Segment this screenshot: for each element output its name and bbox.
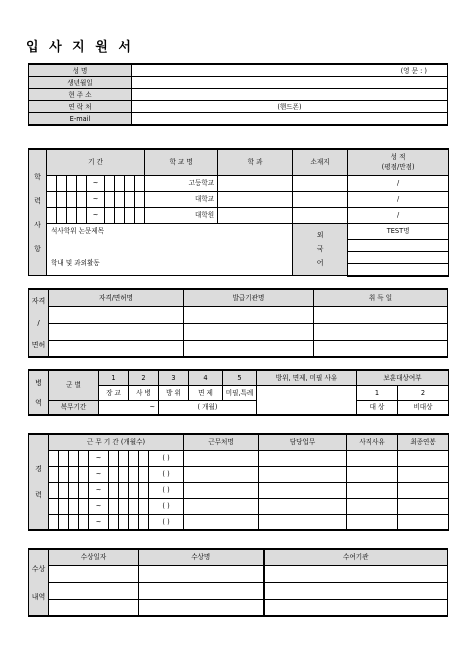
award-date-header: 수상일자 bbox=[49, 549, 139, 565]
career-months[interactable]: ( ) bbox=[149, 514, 184, 530]
career-salary-header: 최종연봉 bbox=[398, 434, 449, 450]
military-reason-header: 방위, 면제, 미필 사유 bbox=[257, 370, 357, 385]
test-name-header: TEST명 bbox=[348, 223, 449, 239]
birthdate-field[interactable] bbox=[132, 77, 448, 89]
edu-school-high: 고등학교 bbox=[145, 175, 218, 191]
military-type-officer[interactable]: 장 교 bbox=[99, 385, 129, 400]
edu-tilde: ~ bbox=[87, 207, 105, 223]
veteran-num-1: 1 bbox=[357, 385, 398, 400]
contact-label: 연 락 처 bbox=[29, 101, 132, 113]
service-months[interactable]: ( 개월) bbox=[159, 400, 257, 415]
edu-school-header: 학 교 명 bbox=[145, 149, 218, 175]
edu-major-header: 학 과 bbox=[218, 149, 293, 175]
career-reason-header: 사직사유 bbox=[347, 434, 398, 450]
military-num-5: 5 bbox=[223, 370, 257, 385]
birthdate-label: 생년월일 bbox=[29, 77, 132, 89]
edu-grade-header: 성 적 (평점/만점) bbox=[348, 149, 449, 175]
service-period-label: 복무기간 bbox=[49, 400, 99, 415]
career-tilde: ~ bbox=[89, 450, 109, 466]
service-period-tilde[interactable]: ~ bbox=[99, 400, 159, 415]
award-org-header: 수여기관 bbox=[264, 549, 448, 565]
military-num-2: 2 bbox=[129, 370, 159, 385]
certification-table bbox=[28, 288, 448, 358]
activities-label: 학내 및 과외활동 bbox=[47, 251, 293, 276]
military-table bbox=[28, 369, 449, 416]
career-tilde: ~ bbox=[89, 482, 109, 498]
award-name-header: 수상명 bbox=[139, 549, 264, 565]
awards-table bbox=[28, 548, 448, 617]
military-num-1: 1 bbox=[99, 370, 129, 385]
military-side-label: 병 역 bbox=[29, 370, 49, 415]
career-tilde: ~ bbox=[89, 466, 109, 482]
military-reason-field[interactable] bbox=[257, 385, 357, 415]
edu-location-header: 소재지 bbox=[293, 149, 348, 175]
military-type-label: 군 별 bbox=[49, 370, 99, 400]
career-side-label: 경 력 bbox=[29, 434, 49, 530]
military-num-4: 4 bbox=[189, 370, 223, 385]
veteran-no[interactable]: 비대상 bbox=[398, 400, 449, 415]
edu-period-header: 기 간 bbox=[47, 149, 145, 175]
cert-name-header: 자격/면허명 bbox=[49, 289, 184, 306]
career-months[interactable]: ( ) bbox=[149, 466, 184, 482]
military-num-3: 3 bbox=[159, 370, 189, 385]
military-type-special[interactable]: 미필,특례 bbox=[223, 385, 257, 400]
career-months[interactable]: ( ) bbox=[149, 482, 184, 498]
career-months[interactable]: ( ) bbox=[149, 450, 184, 466]
edu-school-grad: 대학원 bbox=[145, 207, 218, 223]
page-title: 입 사 지 원 서 bbox=[26, 40, 134, 55]
address-label: 현 주 소 bbox=[29, 89, 132, 101]
name-field[interactable]: (영 문 : ) bbox=[132, 64, 448, 77]
name-label: 성 명 bbox=[29, 64, 132, 77]
personal-info-table bbox=[28, 63, 448, 126]
education-side-label: 학 력 사 항 bbox=[29, 149, 47, 276]
edu-school-univ: 대학교 bbox=[145, 191, 218, 207]
email-field[interactable] bbox=[132, 113, 448, 126]
military-type-reserve[interactable]: 방 위 bbox=[159, 385, 189, 400]
cert-date-header: 취 득 일 bbox=[314, 289, 448, 306]
career-tilde: ~ bbox=[89, 498, 109, 514]
cert-issuer-header: 발급기관명 bbox=[184, 289, 314, 306]
career-duty-header: 담당업무 bbox=[259, 434, 347, 450]
edu-grade-cell[interactable]: / bbox=[348, 207, 449, 223]
edu-grade-cell[interactable]: / bbox=[348, 191, 449, 207]
veteran-num-2: 2 bbox=[398, 385, 449, 400]
career-table bbox=[28, 433, 449, 531]
email-label: E-mail bbox=[29, 113, 132, 126]
awards-side-label: 수상 내역 bbox=[29, 549, 49, 616]
lang-side-label: 외 국 어 bbox=[293, 223, 348, 276]
address-field[interactable] bbox=[132, 89, 448, 101]
career-period-header: 근 무 기 간 (개월수) bbox=[49, 434, 184, 450]
cert-side-label: 자격 / 면허 bbox=[29, 289, 49, 357]
career-tilde: ~ bbox=[89, 514, 109, 530]
military-type-exempt[interactable]: 면 제 bbox=[189, 385, 223, 400]
military-type-soldier[interactable]: 사 병 bbox=[129, 385, 159, 400]
education-table bbox=[28, 148, 449, 277]
edu-grade-cell[interactable]: / bbox=[348, 175, 449, 191]
career-months[interactable]: ( ) bbox=[149, 498, 184, 514]
edu-tilde: ~ bbox=[87, 191, 105, 207]
veteran-yes[interactable]: 대 상 bbox=[357, 400, 398, 415]
career-company-header: 근무처명 bbox=[184, 434, 259, 450]
veteran-target-header: 보훈대상여부 bbox=[357, 370, 449, 385]
edu-tilde: ~ bbox=[87, 175, 105, 191]
thesis-label: 석사학위 논문제목 bbox=[47, 223, 293, 239]
contact-field[interactable]: (핸드폰) bbox=[132, 101, 448, 113]
